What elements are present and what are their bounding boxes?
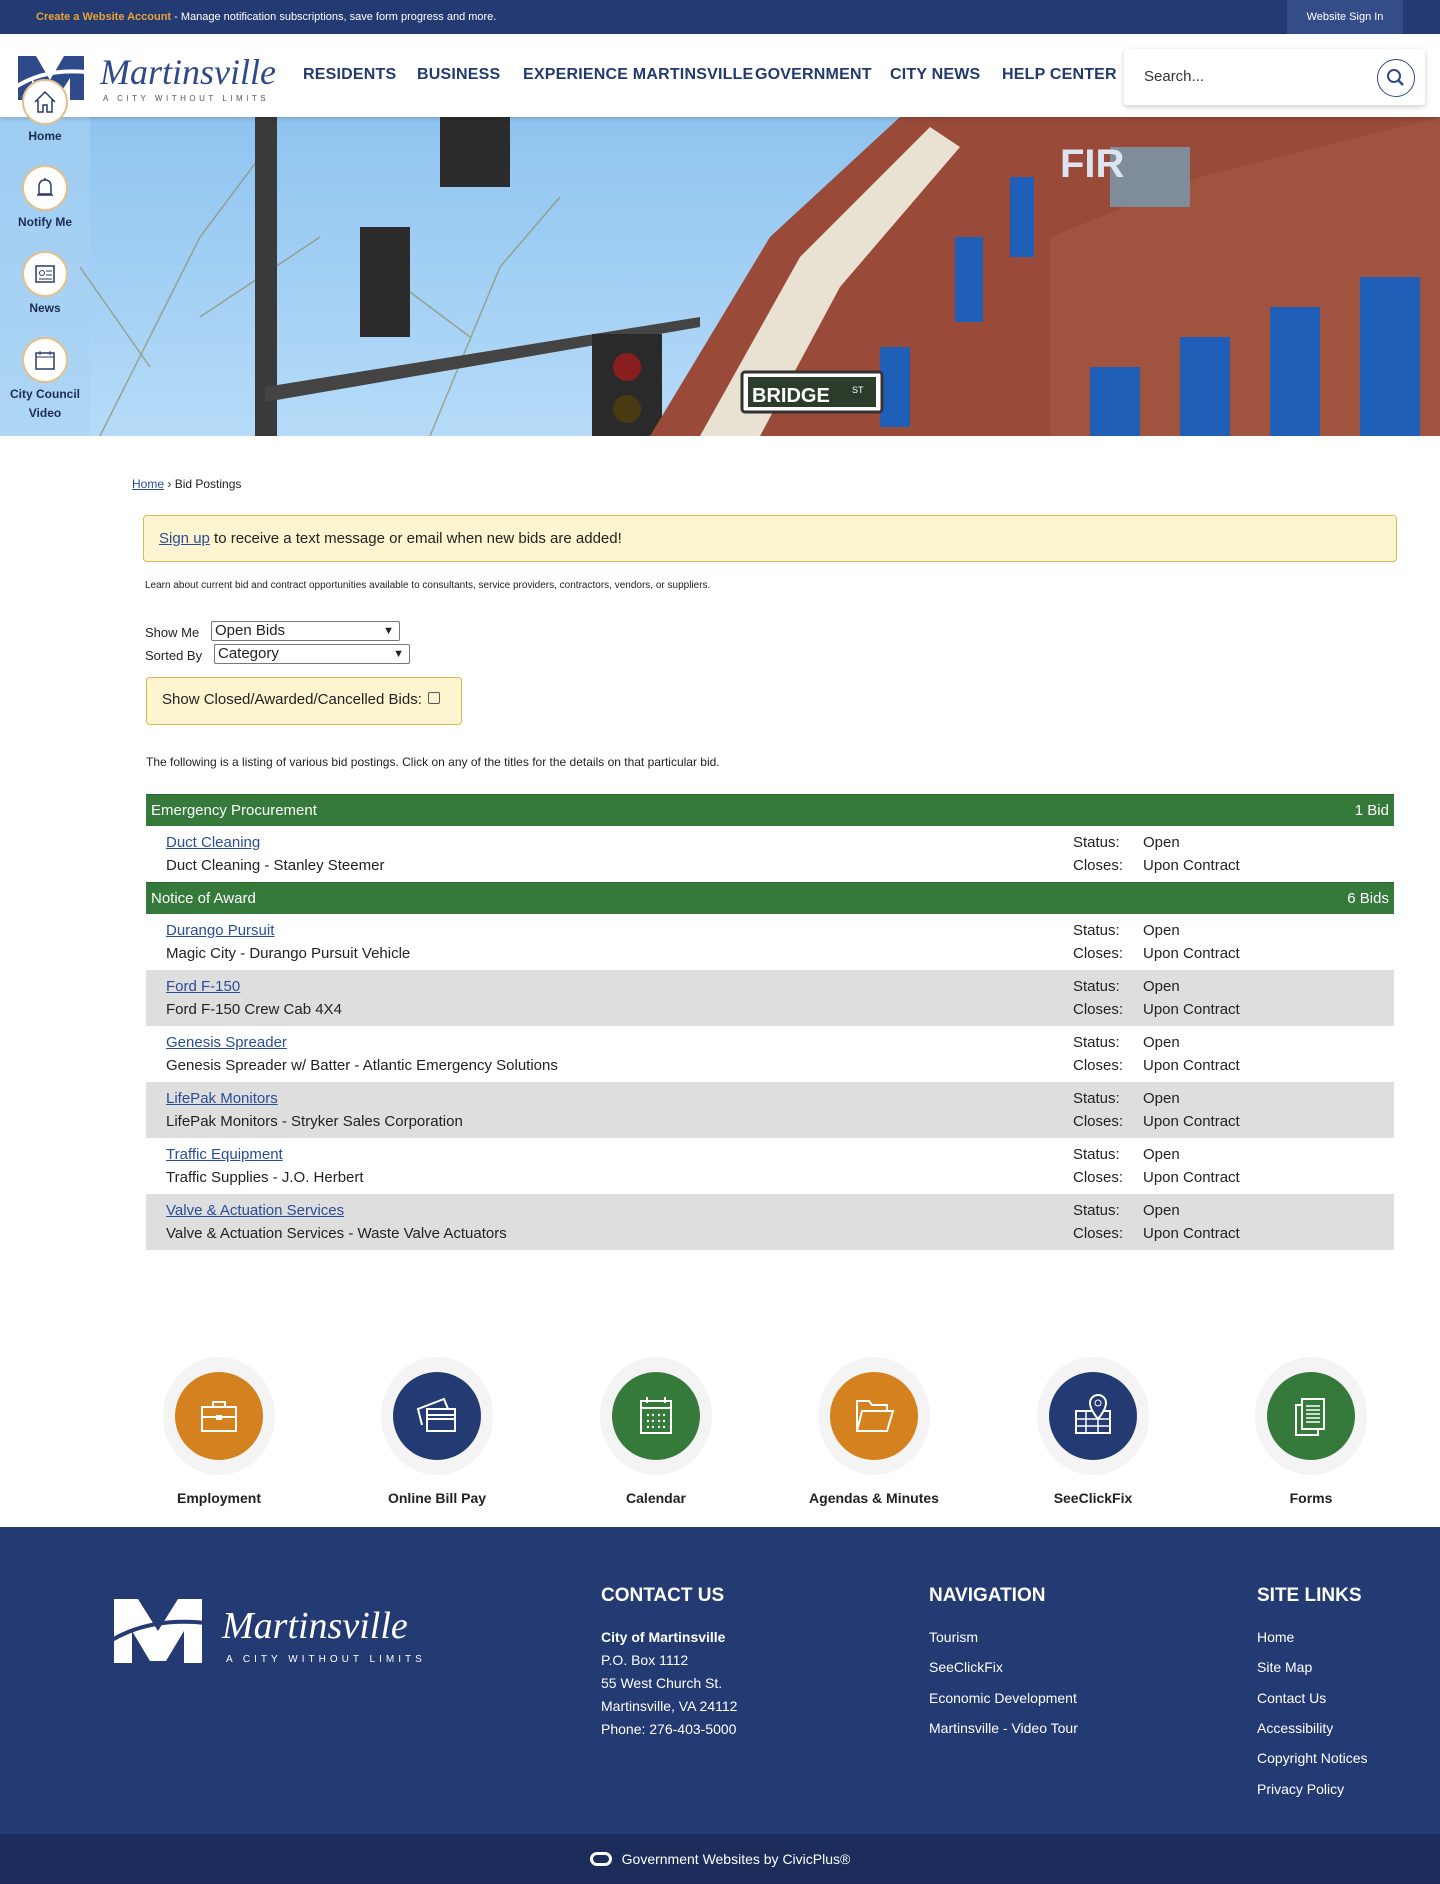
documents-icon (1286, 1391, 1336, 1441)
status-label: Status: (1073, 1202, 1120, 1219)
nav-residents[interactable]: RESIDENTS (303, 66, 397, 83)
quick-link-seeclickfix[interactable] (993, 1357, 1193, 1506)
footer-logo-name[interactable]: Martinsville (222, 1605, 408, 1647)
quick-link-label: Calendar (626, 1490, 686, 1506)
show-closed-checkbox[interactable] (428, 692, 440, 704)
account-message (36, 11, 496, 23)
footer-navigation-heading: NAVIGATION (929, 1585, 1046, 1606)
nav-city-news[interactable]: CITY NEWS (890, 66, 981, 83)
quick-link-label: Online Bill Pay (387, 1490, 487, 1506)
status-value: Open (1143, 1202, 1180, 1219)
quick-link-label: Forms (1289, 1490, 1333, 1506)
nav-government[interactable]: GOVERNMENT (755, 66, 872, 83)
sorted-by-select[interactable] (214, 644, 410, 664)
status-label: Status: (1073, 922, 1120, 939)
footer-address-line: Martinsville, VA 24112 (601, 1698, 738, 1714)
credit-card-icon (412, 1391, 462, 1441)
bid-title-link[interactable]: Valve & Actuation Services (166, 1202, 345, 1219)
footer-site-links-heading: SITE LINKS (1257, 1585, 1362, 1606)
show-me-select[interactable] (211, 621, 400, 641)
signup-text: to receive a text message or email when new bids are added! (209, 530, 622, 547)
status-label: Status: (1073, 1146, 1120, 1163)
quick-city-council-video-label[interactable]: City Council Video (9, 387, 80, 420)
bid-description: LifePak Monitors - Stryker Sales Corporation (166, 1113, 463, 1130)
quick-link-forms[interactable] (1211, 1357, 1411, 1506)
footer-link-privacy-policy[interactable]: Privacy Policy (1257, 1781, 1345, 1797)
home-icon (31, 88, 59, 116)
hero-image (0, 117, 1440, 436)
quick-link-online-bill-pay[interactable] (337, 1357, 537, 1506)
status-value: Open (1143, 922, 1180, 939)
footer-link-site-map[interactable]: Site Map (1257, 1659, 1313, 1675)
show-me-value: Open Bids (215, 622, 286, 639)
bid-description: Magic City - Durango Pursuit Vehicle (166, 945, 411, 962)
category-name: Emergency Procurement (151, 802, 317, 819)
footer-nav-economic-development[interactable]: Economic Development (929, 1690, 1077, 1706)
quick-notify-me-button[interactable] (22, 165, 68, 211)
account-message-text: - Manage notification subscriptions, save form progress and more. (171, 11, 497, 23)
svg-text:BRIDGE: BRIDGE (752, 385, 830, 407)
category-name: Notice of Award (151, 890, 256, 907)
status-value: Open (1143, 1090, 1180, 1107)
status-label: Status: (1073, 1034, 1120, 1051)
footer-phone: Phone: 276-403-5000 (601, 1721, 737, 1737)
hero-banner (0, 117, 1440, 436)
bid-title-link[interactable]: Duct Cleaning (166, 834, 261, 851)
show-me-label: Show Me (145, 625, 200, 640)
footer-org-name: City of Martinsville (601, 1629, 726, 1645)
chevron-down-icon: ▼ (393, 648, 404, 660)
quick-link-label: Employment (176, 1490, 261, 1506)
search-button[interactable] (1377, 59, 1415, 97)
closes-value: Upon Contract (1143, 1169, 1240, 1186)
footer-nav-seeclickfix[interactable]: SeeClickFix (929, 1659, 1003, 1675)
svg-text:ST: ST (852, 385, 864, 395)
civicplus-credit[interactable] (0, 1834, 1440, 1884)
closes-value: Upon Contract (1143, 1001, 1240, 1018)
bid-list (146, 794, 1394, 1250)
bid-row (146, 970, 1394, 1026)
sorted-by-label: Sorted By (145, 648, 203, 663)
calendar-icon (31, 346, 59, 374)
category-count: 1 Bid (1354, 802, 1389, 819)
footer-link-copyright-notices[interactable]: Copyright Notices (1257, 1750, 1368, 1766)
status-label: Status: (1073, 978, 1120, 995)
bid-row (146, 914, 1394, 970)
search-box[interactable] (1124, 49, 1425, 105)
bid-row (146, 1194, 1394, 1250)
bid-title-link[interactable]: LifePak Monitors (166, 1090, 278, 1107)
quick-link-label: Agendas & Minutes (809, 1490, 939, 1506)
bid-description: Traffic Supplies - J.O. Herbert (166, 1169, 364, 1186)
show-closed-label: Show Closed/Awarded/Cancelled Bids: (162, 691, 422, 708)
svg-text:FIR: FIR (1060, 142, 1125, 186)
closes-value: Upon Contract (1143, 1113, 1240, 1130)
closes-label: Closes: (1073, 857, 1124, 874)
breadcrumb (132, 477, 241, 491)
footer-nav-tourism[interactable]: Tourism (929, 1629, 979, 1645)
newspaper-icon (31, 260, 59, 288)
quick-home-button[interactable] (22, 79, 68, 125)
bell-icon (31, 174, 59, 202)
map-pin-icon (1068, 1391, 1118, 1441)
status-value: Open (1143, 978, 1180, 995)
breadcrumb-current: Bid Postings (174, 477, 242, 491)
intro-text: Learn about current bid and contract opportunities available to consultants, service providers, contractors, vendors, or suppliers. (145, 580, 711, 591)
bid-description: Ford F-150 Crew Cab 4X4 (166, 1001, 342, 1018)
bid-description: Valve & Actuation Services - Waste Valve Actuators (166, 1225, 507, 1242)
top-bar (0, 0, 1440, 34)
bid-description: Genesis Spreader w/ Batter - Atlantic Emergency Solutions (166, 1057, 558, 1074)
status-label: Status: (1073, 1090, 1120, 1107)
sign-up-link[interactable]: Sign up (159, 530, 210, 547)
bid-row (146, 826, 1394, 882)
nav-help-center[interactable]: HELP CENTER (1002, 66, 1117, 83)
logo-tagline: A CITY WITHOUT LIMITS (103, 94, 270, 103)
closes-value: Upon Contract (1143, 945, 1240, 962)
quick-link-calendar[interactable] (556, 1357, 756, 1506)
closes-label: Closes: (1073, 1113, 1124, 1130)
bid-category-header (146, 882, 1394, 914)
footer-link-home[interactable]: Home (1257, 1629, 1295, 1645)
calendar-icon (631, 1391, 681, 1441)
closes-label: Closes: (1073, 1169, 1124, 1186)
quick-news-label[interactable]: News (29, 301, 61, 315)
show-closed-box (146, 677, 462, 725)
quick-news-button[interactable] (22, 251, 68, 297)
breadcrumb-home-link[interactable]: Home (132, 477, 165, 491)
footer-contact-heading: CONTACT US (601, 1585, 725, 1606)
status-value: Open (1143, 1034, 1180, 1051)
chevron-down-icon: ▼ (383, 625, 394, 637)
closes-label: Closes: (1073, 1001, 1124, 1018)
footer-nav-video-tour[interactable]: Martinsville - Video Tour (929, 1720, 1078, 1736)
closes-label: Closes: (1073, 945, 1124, 962)
quick-link-agendas-minutes[interactable] (774, 1357, 974, 1506)
quick-home-label[interactable]: Home (28, 129, 62, 143)
footer-address-line: 55 West Church St. (601, 1675, 723, 1691)
briefcase-icon (194, 1391, 244, 1441)
bid-row (146, 1082, 1394, 1138)
status-value: Open (1143, 834, 1180, 851)
create-account-link[interactable]: Create a Website Account (36, 11, 172, 23)
footer-logo-m-icon[interactable] (110, 1597, 206, 1665)
bid-row (146, 1138, 1394, 1194)
footer-address-line: P.O. Box 1112 (601, 1652, 689, 1668)
folder-icon (849, 1391, 899, 1441)
website-sign-in-button[interactable]: Website Sign In (1287, 0, 1403, 34)
quick-link-label: SeeClickFix (1053, 1490, 1133, 1506)
breadcrumb-separator: › (164, 477, 175, 491)
category-count: 6 Bids (1347, 890, 1389, 907)
footer-link-contact-us[interactable]: Contact Us (1257, 1690, 1327, 1706)
closes-value: Upon Contract (1143, 1225, 1240, 1242)
status-label: Status: (1073, 834, 1120, 851)
nav-business[interactable]: BUSINESS (417, 66, 501, 83)
footer-link-accessibility[interactable]: Accessibility (1257, 1720, 1334, 1736)
bid-title-link[interactable]: Ford F-150 (166, 978, 241, 995)
closes-value: Upon Contract (1143, 857, 1240, 874)
header (0, 34, 1440, 117)
status-value: Open (1143, 1146, 1180, 1163)
closes-label: Closes: (1073, 1225, 1124, 1242)
signup-notice (143, 515, 1397, 562)
listing-text: The following is a listing of various bid postings. Click on any of the titles for the details on that particular bid. (146, 755, 720, 769)
logo-name[interactable]: Martinsville (100, 52, 276, 92)
search-input[interactable]: Search... (1144, 68, 1205, 85)
bid-category-header (146, 794, 1394, 826)
quick-notify-me-label[interactable]: Notify Me (18, 215, 72, 229)
bid-title-link[interactable]: Durango Pursuit (166, 922, 275, 939)
civicplus-credit-text: Government Websites by CivicPlus® (621, 1851, 851, 1867)
quick-link-employment[interactable] (119, 1357, 319, 1506)
sorted-by-value: Category (218, 645, 279, 662)
footer-logo-tagline: A CITY WITHOUT LIMITS (226, 1654, 426, 1665)
bid-description: Duct Cleaning - Stanley Steemer (166, 857, 385, 874)
search-icon (1378, 60, 1414, 96)
quick-city-council-video-button[interactable] (22, 337, 68, 383)
bid-row (146, 1026, 1394, 1082)
footer (0, 1527, 1440, 1834)
closes-value: Upon Contract (1143, 1057, 1240, 1074)
bid-title-link[interactable]: Genesis Spreader (166, 1034, 287, 1051)
bid-title-link[interactable]: Traffic Equipment (166, 1146, 283, 1163)
closes-label: Closes: (1073, 1057, 1124, 1074)
civicplus-icon (590, 1852, 612, 1866)
nav-experience-martinsville[interactable]: EXPERIENCE MARTINSVILLE (523, 66, 754, 83)
